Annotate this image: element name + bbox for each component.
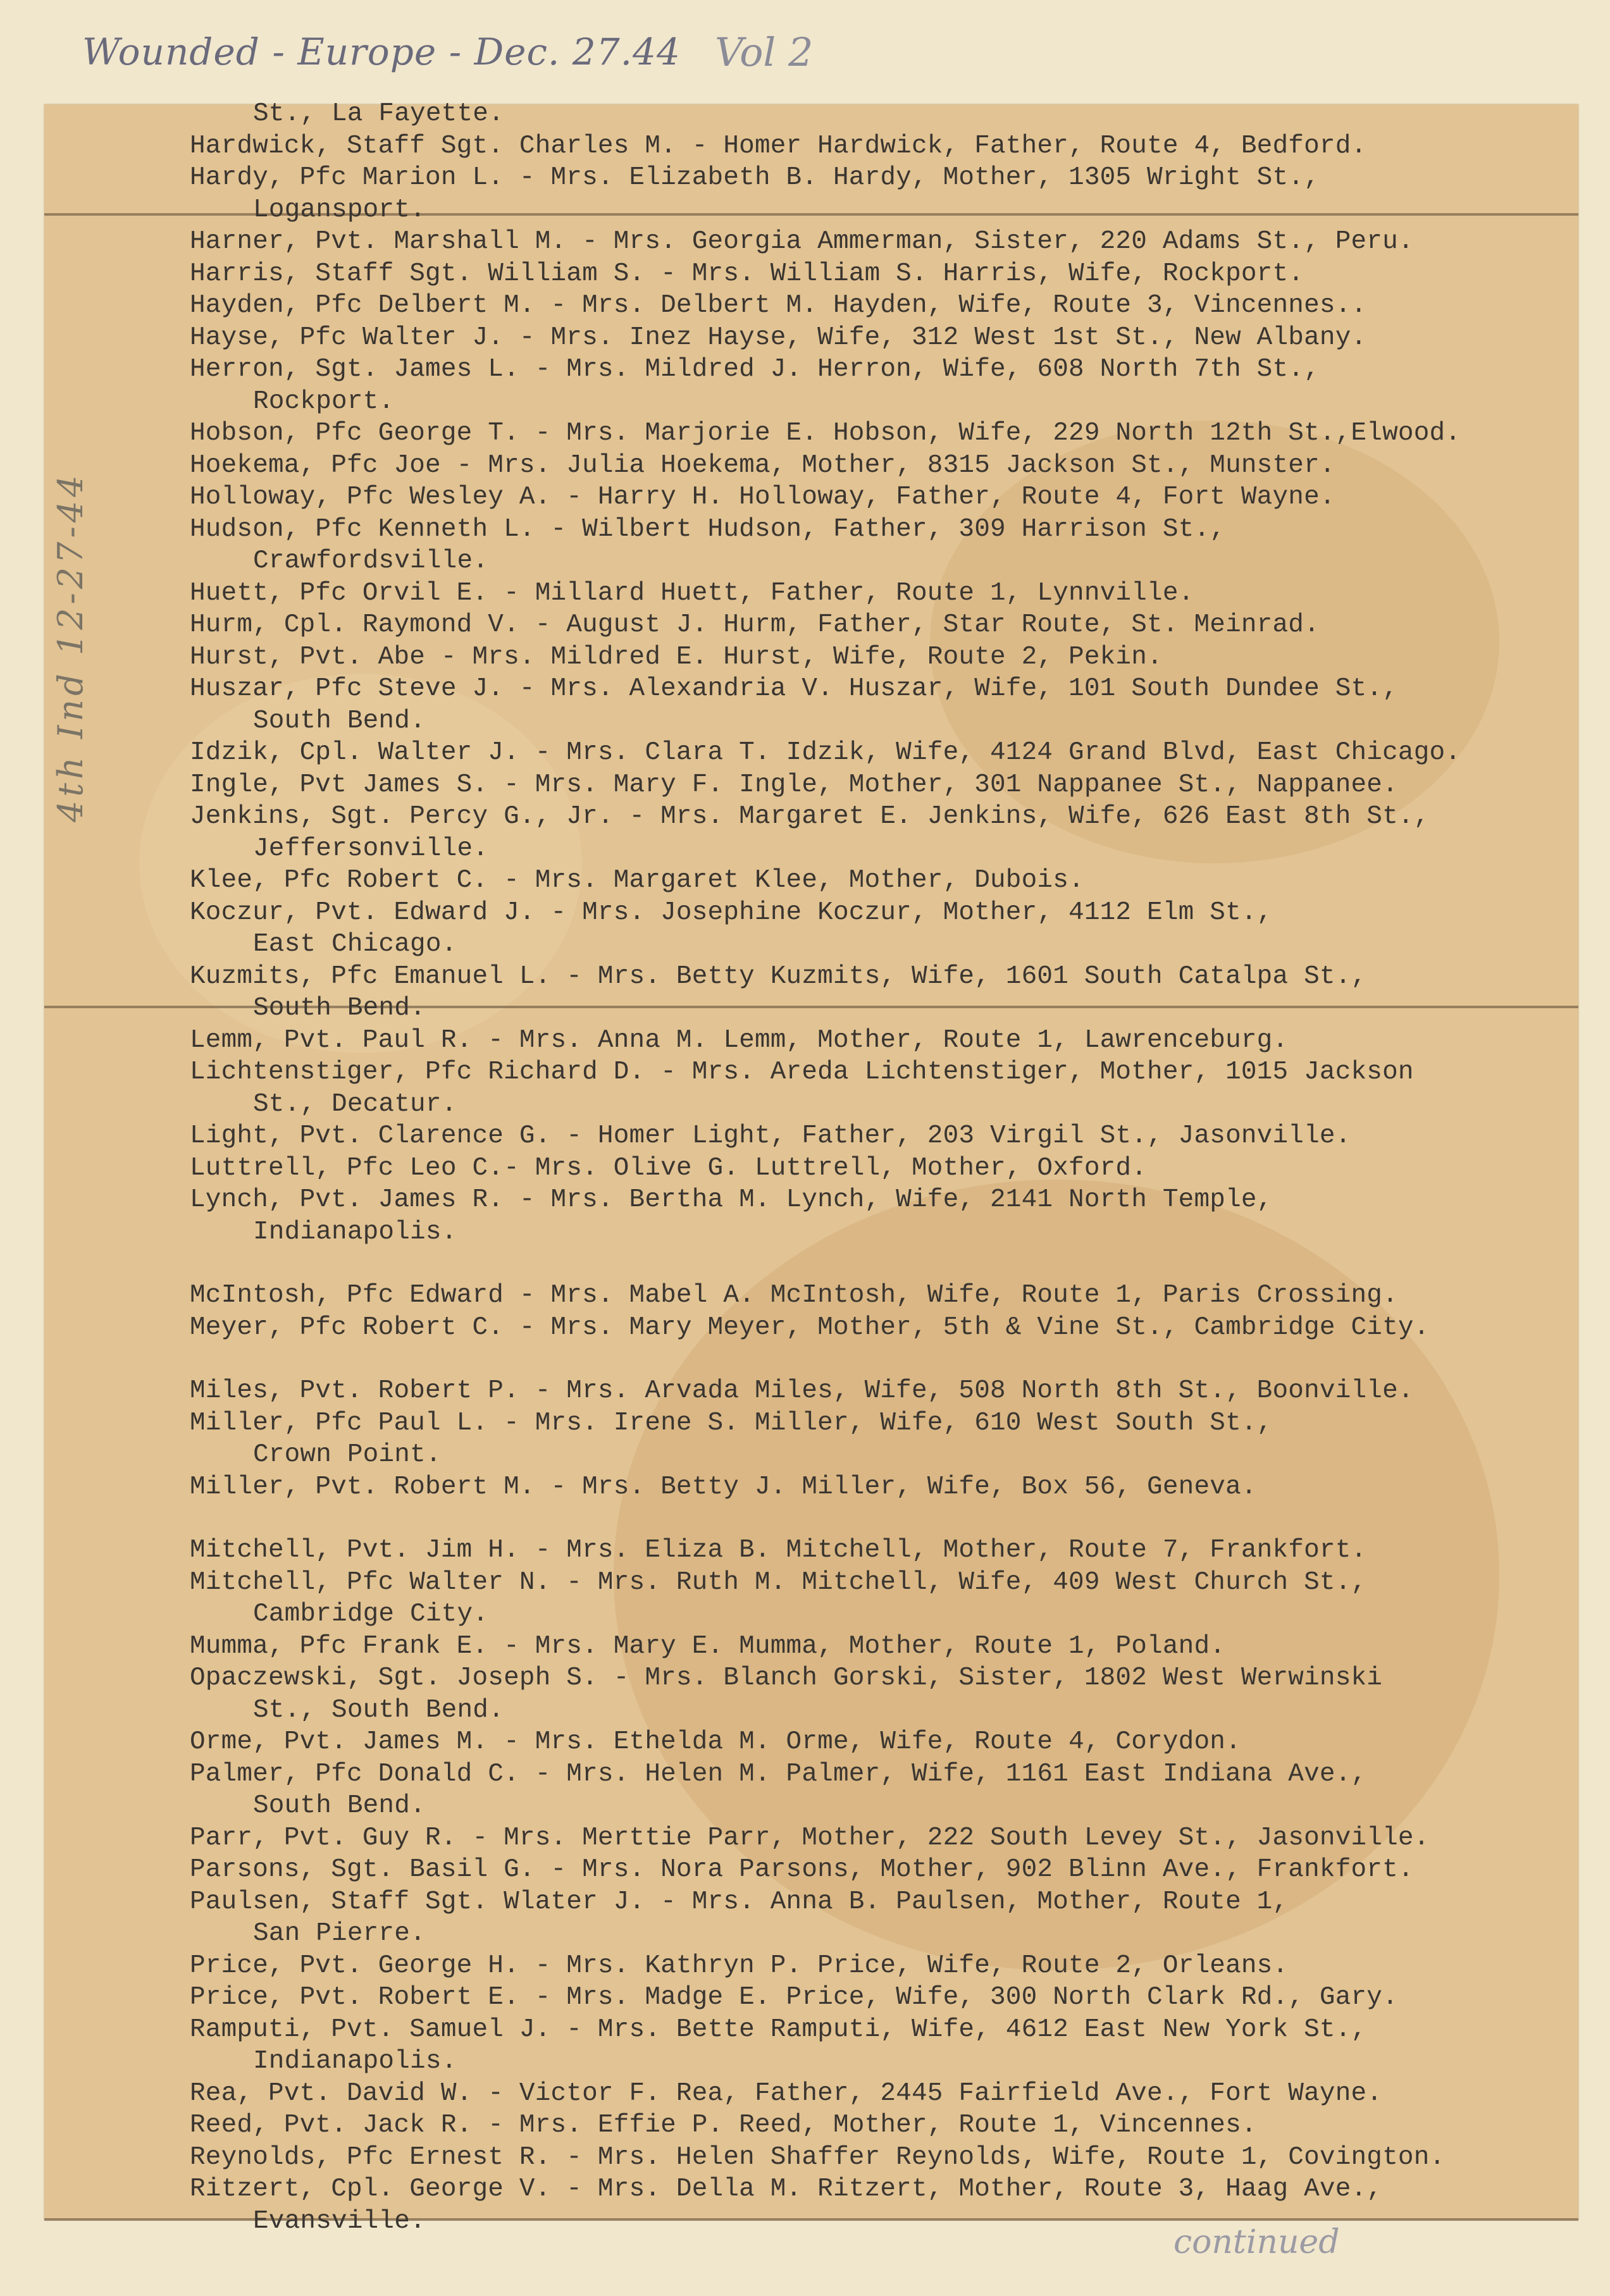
casualty-entry: Miller, Pfc Paul L. - Mrs. Irene S. Miller, Wife, 610 West South St., bbox=[190, 1408, 1273, 1438]
entry-continuation-line: St., La Fayette. bbox=[253, 99, 504, 128]
casualty-entry: Ingle, Pvt James S. - Mrs. Mary F. Ingle, Mother, 301 Nappanee St., Nappanee. bbox=[190, 770, 1398, 799]
entry-continuation-line: Indianapolis. bbox=[253, 2047, 457, 2076]
entry-continuation-line: South Bend. bbox=[253, 706, 426, 736]
casualty-entry: Koczur, Pvt. Edward J. - Mrs. Josephine Koczur, Mother, 4112 Elm St., bbox=[190, 898, 1273, 927]
casualty-entry: Idzik, Cpl. Walter J. - Mrs. Clara T. Idzik, Wife, 4124 Grand Blvd, East Chicago. bbox=[190, 738, 1461, 767]
casualty-entry: Hardy, Pfc Marion L. - Mrs. Elizabeth B. Hardy, Mother, 1305 Wright St., bbox=[190, 163, 1320, 192]
casualty-entry: Reynolds, Pfc Ernest R. - Mrs. Helen Shaffer Reynolds, Wife, Route 1, Covington. bbox=[190, 2142, 1446, 2172]
casualty-entry: Mitchell, Pfc Walter N. - Mrs. Ruth M. Mitchell, Wife, 409 West Church St., bbox=[190, 1567, 1367, 1597]
casualty-entry: Hudson, Pfc Kenneth L. - Wilbert Hudson, Father, 309 Harrison St., bbox=[190, 514, 1226, 544]
entry-continuation-line: East Chicago. bbox=[253, 930, 457, 959]
casualty-entry: Hurst, Pvt. Abe - Mrs. Mildred E. Hurst, Wife, Route 2, Pekin. bbox=[190, 642, 1163, 672]
casualty-entry: Ritzert, Cpl. George V. - Mrs. Della M. Ritzert, Mother, Route 3, Haag Ave., bbox=[190, 2175, 1383, 2204]
casualty-entry: Paulsen, Staff Sgt. Wlater J. - Mrs. Anna B. Paulsen, Mother, Route 1, bbox=[190, 1887, 1289, 1916]
casualty-entry: Hobson, Pfc George T. - Mrs. Marjorie E. Hobson, Wife, 229 North 12th St.,Elwood. bbox=[190, 419, 1461, 448]
casualty-entry: Light, Pvt. Clarence G. - Homer Light, Father, 203 Virgil St., Jasonville. bbox=[190, 1121, 1351, 1151]
casualty-entry: Price, Pvt. George H. - Mrs. Kathryn P. Price, Wife, Route 2, Orleans. bbox=[190, 1951, 1289, 1980]
casualty-entry: Harner, Pvt. Marshall M. - Mrs. Georgia Ammerman, Sister, 220 Adams St., Peru. bbox=[190, 227, 1414, 256]
casualty-entry: Miller, Pvt. Robert M. - Mrs. Betty J. Miller, Wife, Box 56, Geneva. bbox=[190, 1472, 1257, 1502]
casualty-entry: Miles, Pvt. Robert P. - Mrs. Arvada Miles, Wife, 508 North 8th St., Boonville. bbox=[190, 1376, 1414, 1405]
handwritten-volume-note: Vol 2 bbox=[715, 29, 814, 75]
casualty-entry: Lichtenstiger, Pfc Richard D. - Mrs. Areda Lichtenstiger, Mother, 1015 Jackson bbox=[190, 1058, 1414, 1087]
list-gap bbox=[190, 1248, 1537, 1280]
casualty-entry: McIntosh, Pfc Edward - Mrs. Mabel A. McIntosh, Wife, Route 1, Paris Crossing. bbox=[190, 1281, 1398, 1310]
entry-continuation-line: Crown Point. bbox=[253, 1440, 442, 1469]
list-gap bbox=[190, 1503, 1537, 1534]
entry-continuation-line: St., Decatur. bbox=[253, 1089, 457, 1119]
casualty-entry: Lemm, Pvt. Paul R. - Mrs. Anna M. Lemm, Mother, Route 1, Lawrenceburg. bbox=[190, 1025, 1289, 1055]
casualty-entry: Hurm, Cpl. Raymond V. - August J. Hurm, Father, Star Route, St. Meinrad. bbox=[190, 610, 1320, 639]
casualty-entry: Mumma, Pfc Frank E. - Mrs. Mary E. Mumma, Mother, Route 1, Poland. bbox=[190, 1631, 1226, 1661]
handwritten-header-note: Wounded - Europe - Dec. 27.44 bbox=[82, 30, 681, 73]
casualty-entry: Orme, Pvt. James M. - Mrs. Ethelda M. Orme, Wife, Route 4, Corydon. bbox=[190, 1727, 1241, 1756]
casualty-entry: Parsons, Sgt. Basil G. - Mrs. Nora Parsons, Mother, 902 Blinn Ave., Frankfort. bbox=[190, 1855, 1414, 1884]
casualty-entry: Luttrell, Pfc Leo C.- Mrs. Olive G. Luttrell, Mother, Oxford. bbox=[190, 1153, 1148, 1183]
casualty-entry: Holloway, Pfc Wesley A. - Harry H. Holloway, Father, Route 4, Fort Wayne. bbox=[190, 483, 1335, 512]
casualty-entry: Kuzmits, Pfc Emanuel L. - Mrs. Betty Kuzmits, Wife, 1601 South Catalpa St., bbox=[190, 961, 1367, 991]
casualty-entry: Huszar, Pfc Steve J. - Mrs. Alexandria V. Huszar, Wife, 101 South Dundee St., bbox=[190, 674, 1398, 703]
casualty-entry: Harris, Staff Sgt. William S. - Mrs. William S. Harris, Wife, Rockport. bbox=[190, 259, 1304, 288]
casualty-entry: Palmer, Pfc Donald C. - Mrs. Helen M. Palmer, Wife, 1161 East Indiana Ave., bbox=[190, 1759, 1367, 1789]
casualty-entry: Hayden, Pfc Delbert M. - Mrs. Delbert M. Hayden, Wife, Route 3, Vincennes.. bbox=[190, 291, 1367, 320]
casualty-entry: Herron, Sgt. James L. - Mrs. Mildred J. Herron, Wife, 608 North 7th St., bbox=[190, 355, 1320, 384]
newspaper-clipping-sheet bbox=[44, 99, 1578, 2236]
casualty-entry: Rea, Pvt. David W. - Victor F. Rea, Father, 2445 Fairfield Ave., Fort Wayne. bbox=[190, 2078, 1383, 2108]
entry-continuation-line: South Bend. bbox=[253, 994, 426, 1023]
casualty-entry: Huett, Pfc Orvil E. - Millard Huett, Father, Route 1, Lynnville. bbox=[190, 578, 1194, 608]
entry-continuation-line: St., South Bend. bbox=[253, 1695, 504, 1725]
casualty-entry: Hoekema, Pfc Joe - Mrs. Julia Hoekema, Mother, 8315 Jackson St., Munster. bbox=[190, 450, 1335, 480]
casualty-entry: Parr, Pvt. Guy R. - Mrs. Merttie Parr, Mother, 222 South Levey St., Jasonville. bbox=[190, 1823, 1430, 1853]
casualty-entry: Opaczewski, Sgt. Joseph S. - Mrs. Blanch Gorski, Sister, 1802 West Werwinski bbox=[190, 1663, 1383, 1693]
entry-continuation-line: Cambridge City. bbox=[253, 1600, 489, 1629]
casualty-entry: Klee, Pfc Robert C. - Mrs. Margaret Klee, Mother, Dubois. bbox=[190, 866, 1084, 895]
casualty-entry: Meyer, Pfc Robert C. - Mrs. Mary Meyer, Mother, 5th & Vine St., Cambridge City. bbox=[190, 1312, 1430, 1342]
casualty-entry: Hayse, Pfc Walter J. - Mrs. Inez Hayse, Wife, 312 West 1st St., New Albany. bbox=[190, 323, 1367, 352]
casualty-entry: Lynch, Pvt. James R. - Mrs. Bertha M. Lynch, Wife, 2141 North Temple, bbox=[190, 1185, 1273, 1214]
entry-continuation-line: Rockport. bbox=[253, 386, 395, 416]
entry-continuation-line: Indianapolis. bbox=[253, 1217, 457, 1247]
casualty-entry: Ramputi, Pvt. Samuel J. - Mrs. Bette Ramputi, Wife, 4612 East New York St., bbox=[190, 2015, 1367, 2044]
casualty-entry: Hardwick, Staff Sgt. Charles M. - Homer Hardwick, Father, Route 4, Bedford. bbox=[190, 131, 1367, 161]
handwritten-continued-note: continued bbox=[1173, 2223, 1340, 2261]
entry-continuation-line: Jeffersonville. bbox=[253, 834, 489, 863]
list-gap bbox=[190, 1343, 1537, 1375]
entry-continuation-line: Crawfordsville. bbox=[253, 546, 489, 576]
handwritten-side-note: 4th Ind 12-27-44 bbox=[51, 471, 90, 822]
entry-continuation-line: Logansport. bbox=[253, 195, 426, 225]
entry-continuation-line: Evansville. bbox=[253, 2206, 426, 2236]
casualty-entry: Mitchell, Pvt. Jim H. - Mrs. Eliza B. Mitchell, Mother, Route 7, Frankfort. bbox=[190, 1536, 1367, 1565]
entry-continuation-line: San Pierre. bbox=[253, 1919, 426, 1948]
entry-continuation-line: South Bend. bbox=[253, 1791, 426, 1820]
casualty-entry: Price, Pvt. Robert E. - Mrs. Madge E. Price, Wife, 300 North Clark Rd., Gary. bbox=[190, 1983, 1398, 2012]
casualty-list bbox=[190, 98, 1537, 2237]
casualty-entry: Jenkins, Sgt. Percy G., Jr. - Mrs. Margaret E. Jenkins, Wife, 626 East 8th St., bbox=[190, 802, 1430, 831]
casualty-entry: Reed, Pvt. Jack R. - Mrs. Effie P. Reed, Mother, Route 1, Vincennes. bbox=[190, 2111, 1257, 2140]
